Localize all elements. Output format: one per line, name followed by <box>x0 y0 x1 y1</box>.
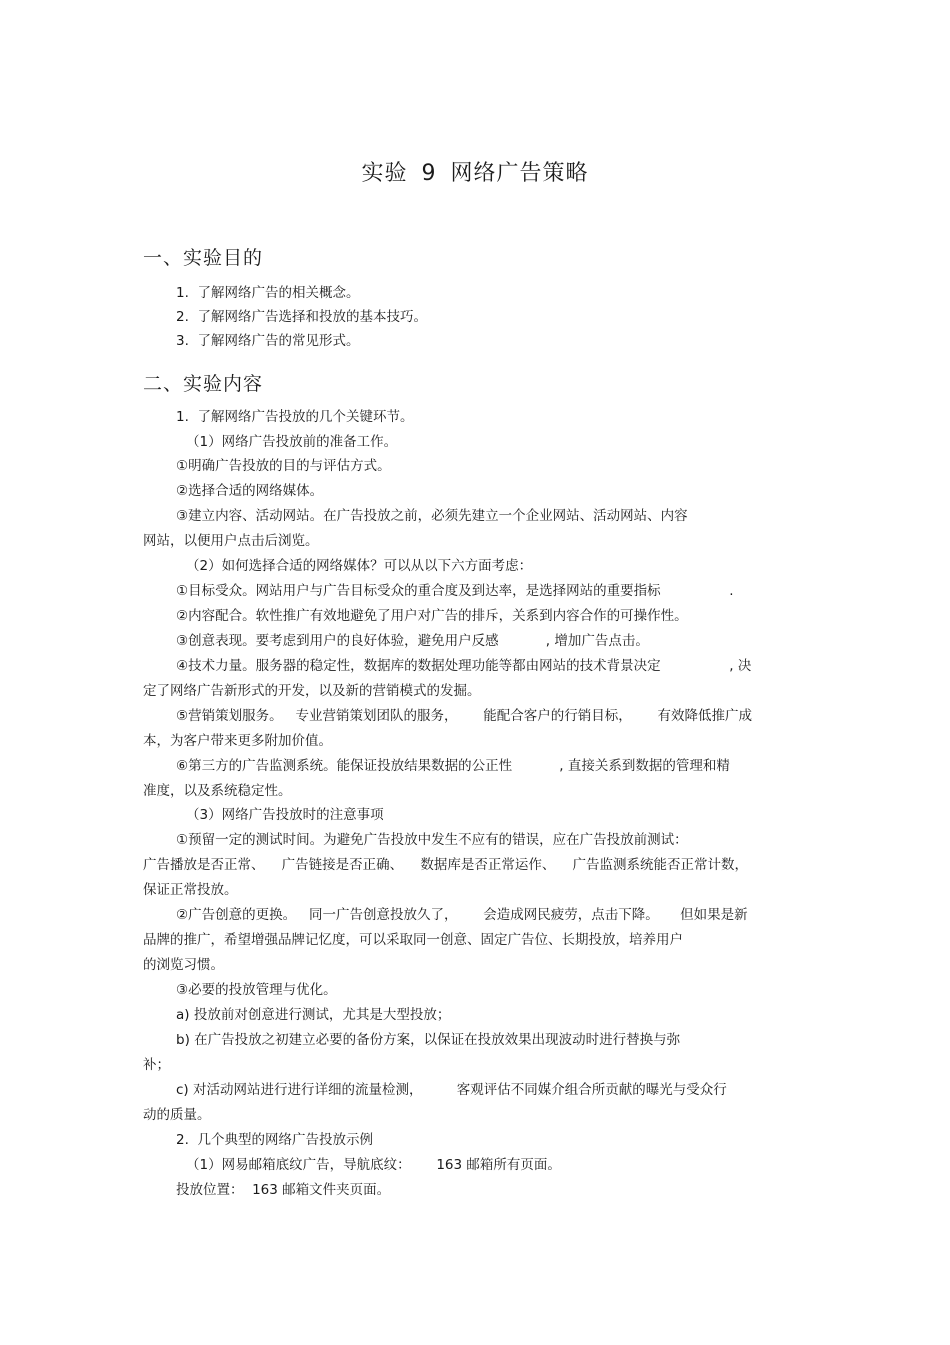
content-line: （1）网络广告投放前的准备工作。 <box>186 434 398 450</box>
content-line: 广告播放是否正常、 广告链接是否正确、 数据库是否正常运作、 广告监测系统能否正常计数， <box>143 857 748 873</box>
content-line: ②内容配合。软性推广有效地避免了用户对广告的排斥，关系到内容合作的可操作性。 <box>176 608 688 624</box>
content-line: c) 对活动网站进行进行详细的流量检测， 客观评估不同媒介组合所贡献的曝光与受众行 <box>176 1082 727 1098</box>
content-line: （2）如何选择合适的网络媒体？可以从以下六方面考虑： <box>186 558 533 574</box>
section-heading-content: 二、实验内容 <box>143 373 264 395</box>
content-line: ②选择合适的网络媒体。 <box>176 483 324 499</box>
purpose-item-1: 1. 了解网络广告的相关概念。 <box>176 285 360 301</box>
content-line: ③创意表现。要考虑到用户的良好体验，避免用户反感 , 增加广告点击。 <box>176 633 649 649</box>
content-line: ①预留一定的测试时间。为避免广告投放中发生不应有的错误，应在广告投放前测试： <box>176 832 688 848</box>
content-line: ①明确广告投放的目的与评估方式。 <box>176 458 391 474</box>
content-line: ③建立内容、活动网站。在广告投放之前，必须先建立一个企业网站、活动网站、内容 <box>176 508 688 524</box>
content-line: ⑥第三方的广告监测系统。能保证投放结果数据的公正性 , 直接关系到数据的管理和精 <box>176 758 730 774</box>
content-line: （3）网络广告投放时的注意事项 <box>186 807 384 823</box>
content-line: 保证正常投放。 <box>143 882 238 898</box>
content-line: ⑤营销策划服务。 专业营销策划团队的服务， 能配合客户的行销目标， 有效降低推广成 <box>176 708 752 724</box>
content-line: ②广告创意的更换。 同一广告创意投放久了， 会造成网民疲劳，点击下降。 但如果是新 <box>176 907 748 923</box>
content-line: 1. 了解网络广告投放的几个关键环节。 <box>176 409 414 425</box>
title-text: 网络广告策略 <box>450 161 589 186</box>
purpose-item-3: 3. 了解网络广告的常见形式。 <box>176 333 360 349</box>
content-line: 本，为客户带来更多附加价值。 <box>143 733 332 749</box>
page-title <box>0 156 950 187</box>
content-line: 补； <box>143 1057 170 1073</box>
content-line: a) 投放前对创意进行测试，尤其是大型投放； <box>176 1007 451 1023</box>
content-line: 2. 几个典型的网络广告投放示例 <box>176 1132 373 1148</box>
section-heading-purpose: 一、实验目的 <box>143 247 264 269</box>
title-prefix: 实验 <box>361 161 408 186</box>
content-line: ③必要的投放管理与优化。 <box>176 982 337 998</box>
content-line: b) 在广告投放之初建立必要的备份方案，以保证在投放效果出现波动时进行替换与弥 <box>176 1032 681 1048</box>
content-line: 品牌的推广，希望增强品牌记忆度，可以采取同一创意、固定广告位、长期投放，培养用户 <box>143 932 683 948</box>
content-line: 网站，以便用户点击后浏览。 <box>143 533 319 549</box>
purpose-item-2: 2. 了解网络广告选择和投放的基本技巧。 <box>176 309 427 325</box>
content-line: （1）网易邮箱底纹广告，导航底纹： 163 邮箱所有页面。 <box>186 1157 561 1173</box>
content-line: ④技术力量。服务器的稳定性，数据库的数据处理功能等都由网站的技术背景决定 , 决 <box>176 658 752 674</box>
title-number: 9 <box>421 161 437 186</box>
content-line: ①目标受众。网站用户与广告目标受众的重合度及到达率，是选择网站的重要指标 . <box>176 583 734 599</box>
content-line: 动的质量。 <box>143 1107 211 1123</box>
content-line: 准度，以及系统稳定性。 <box>143 783 292 799</box>
content-line: 投放位置： 163 邮箱文件夹页面。 <box>176 1182 391 1198</box>
content-line: 的浏览习惯。 <box>143 957 224 973</box>
content-line: 定了网络广告新形式的开发，以及新的营销模式的发掘。 <box>143 683 481 699</box>
